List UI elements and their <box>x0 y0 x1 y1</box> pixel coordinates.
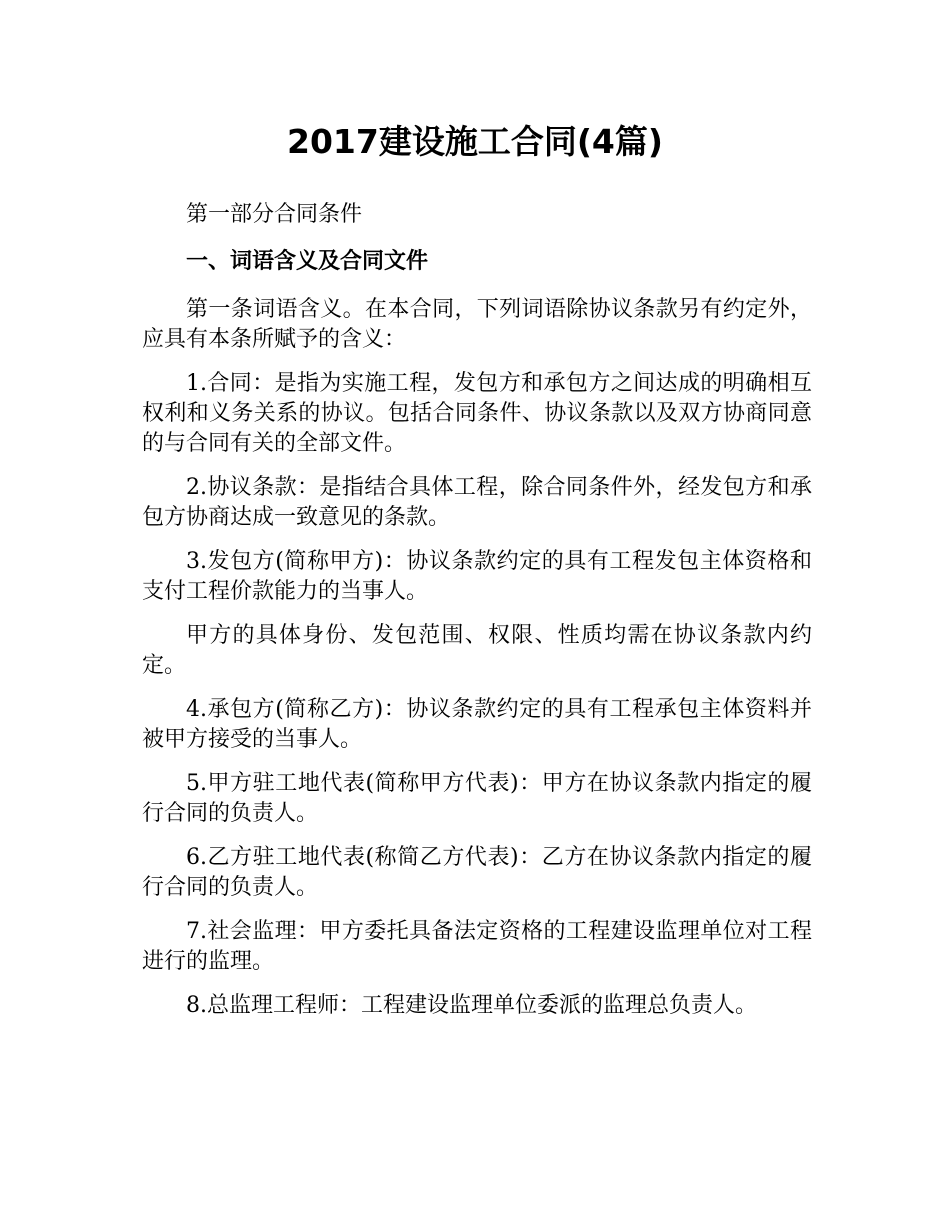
document-title: 2017建设施工合同(4篇) <box>287 122 663 161</box>
definition-note: 甲方的具体身份、发包范围、权限、性质均需在协议条款内约定。 <box>142 623 812 678</box>
clause-paragraph: 第一条词语含义。在本合同，下列词语除协议条款另有约定外，应具有本条所赋予的含义： <box>142 297 812 352</box>
document-body <box>142 200 812 1035</box>
definition-item: 5.甲方驻工地代表(简称甲方代表)：甲方在协议条款内指定的履行合同的负责人。 <box>142 771 812 826</box>
section-label: 第一部分合同条件 <box>186 202 363 227</box>
definition-item: 2.协议条款：是指结合具体工程，除合同条件外，经发包方和承包方协商达成一致意见的条款。 <box>142 475 812 530</box>
definition-item: 8.总监理工程师：工程建设监理单位委派的监理总负责人。 <box>186 993 757 1018</box>
section-heading: 一、词语含义及合同文件 <box>186 249 429 274</box>
definition-item: 1.合同：是指为实施工程，发包方和承包方之间达成的明确相互权利和义务关系的协议。包括合同条件、协议条款以及双方协商同意的与合同有关的全部文件。 <box>142 371 812 456</box>
definition-item: 6.乙方驻工地代表(称简乙方代表)：乙方在协议条款内指定的履行合同的负责人。 <box>142 845 812 900</box>
definition-item: 3.发包方(简称甲方)：协议条款约定的具有工程发包主体资格和支付工程价款能力的当事人。 <box>142 549 812 604</box>
definition-item: 7.社会监理：甲方委托具备法定资格的工程建设监理单位对工程进行的监理。 <box>142 919 812 974</box>
definition-item: 4.承包方(简称乙方)：协议条款约定的具有工程承包主体资料并被甲方接受的当事人。 <box>142 697 812 752</box>
